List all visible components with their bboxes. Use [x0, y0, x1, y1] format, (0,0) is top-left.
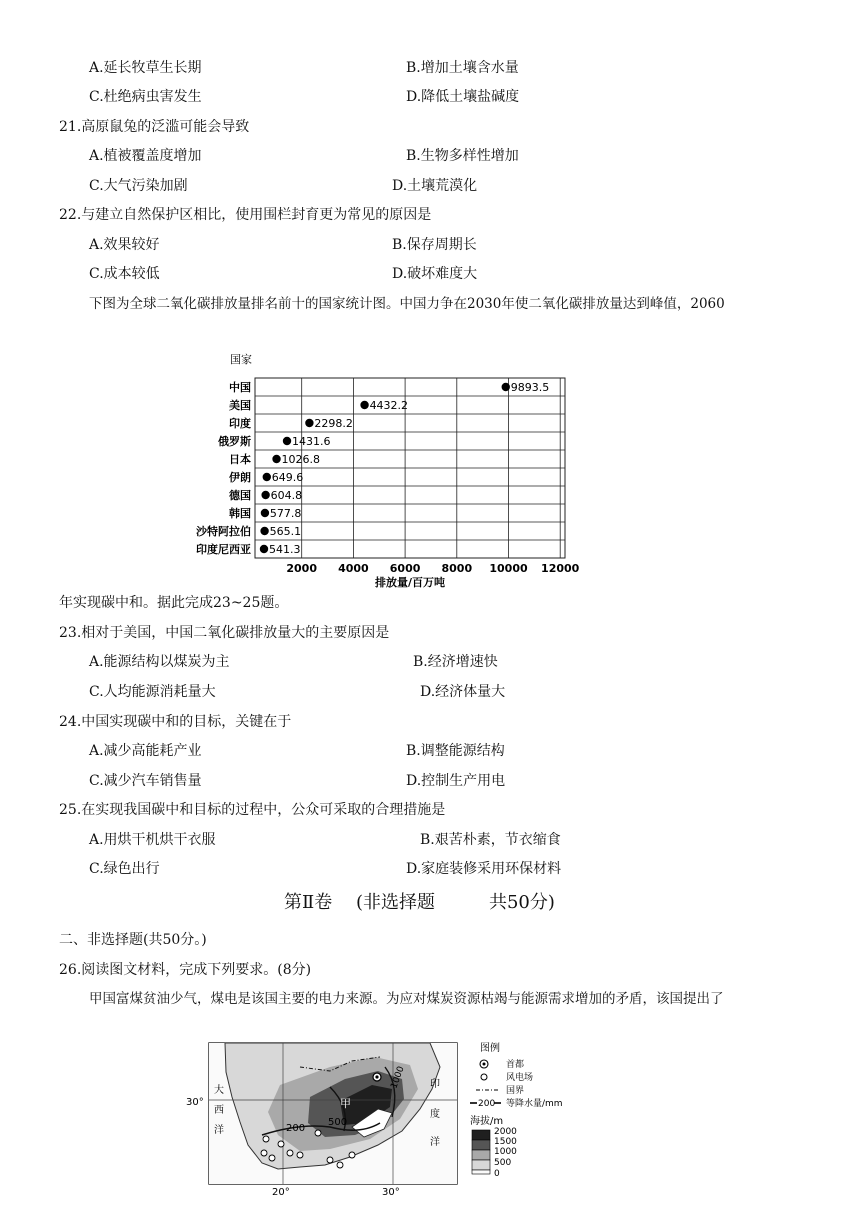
elevation-swatch — [472, 1170, 490, 1174]
chart-xtick-label: 8000 — [441, 562, 473, 575]
elevation-value: 0 — [494, 1169, 500, 1179]
wind-farm-icon — [269, 1155, 275, 1161]
section-2-title: 第Ⅱ卷 (非选择题 共50分) — [284, 892, 555, 913]
chart-data-label: 565.1 — [269, 525, 302, 538]
chart-data-label: 2298.2 — [314, 417, 353, 430]
q23-option-b: B.经济增速快 — [413, 654, 498, 670]
map-lon-label-30: 30° — [382, 1187, 400, 1198]
q24-option-d: D.控制生产用电 — [406, 773, 506, 789]
q26-stem: 26.阅读图文材料，完成下列要求。(8分) — [59, 962, 312, 978]
map-lat-label: 30° — [186, 1097, 204, 1108]
chart-data-label: 577.8 — [269, 507, 302, 520]
emissions-chart — [0, 340, 860, 600]
q20-option-b: B.增加土壤含水量 — [406, 60, 519, 76]
legend-wind-farm: 风电场 — [506, 1073, 534, 1083]
q22-stem: 22.与建立自然保护区相比，使用围栏封育更为常见的原因是 — [59, 207, 432, 223]
chart-data-label: 1026.8 — [281, 453, 321, 466]
chart-ylabel: 国家 — [230, 353, 252, 366]
wind-farm-icon — [297, 1152, 303, 1158]
q22-option-a: A.效果较好 — [89, 237, 160, 253]
q23-option-a: A.能源结构以煤炭为主 — [89, 654, 230, 670]
chart-data-point — [360, 401, 368, 409]
chart-data-label: 604.8 — [270, 489, 303, 502]
chart-category-label: 韩国 — [229, 507, 251, 520]
capital-icon-dot — [483, 1063, 486, 1066]
q23-stem: 23.相对于美国，中国二氧化碳排放量大的主要原因是 — [59, 625, 390, 641]
chart-category-label: 伊朗 — [229, 471, 251, 484]
chart-xtick-label: 12000 — [541, 562, 580, 575]
chart-data-label: 9893.5 — [510, 381, 550, 394]
chart-data-label: 1431.6 — [292, 435, 331, 448]
chart-category-label: 德国 — [229, 489, 251, 502]
chart-category-label: 中国 — [229, 381, 251, 394]
q23-option-d: D.经济体量大 — [420, 684, 506, 700]
elevation-value: 1500 — [494, 1137, 517, 1147]
q21-option-a: A.植被覆盖度增加 — [89, 148, 202, 164]
chart-data-point — [272, 455, 280, 463]
ocean-left-3: 洋 — [214, 1125, 224, 1136]
capital-icon-dot — [375, 1075, 378, 1078]
ocean-left-2: 西 — [214, 1105, 224, 1116]
chart-category-label: 印度尼西亚 — [196, 543, 251, 556]
q24-option-b: B.调整能源结构 — [406, 743, 505, 759]
q22-option-d: D.破坏难度大 — [392, 266, 478, 282]
legend-isohyet-sample: 200 — [478, 1099, 496, 1109]
q25-option-b: B.艰苦朴素，节衣缩食 — [420, 832, 561, 848]
chart-data-point — [283, 437, 291, 445]
section-2-heading: 二、非选择题(共50分。) — [59, 932, 207, 948]
contour-label-200: 200 — [286, 1123, 306, 1134]
q24-stem: 24.中国实现碳中和的目标，关键在于 — [59, 714, 292, 730]
q20-option-a: A.延长牧草生长期 — [89, 60, 202, 76]
q20-option-d: D.降低土壤盐碱度 — [406, 89, 520, 105]
chart-xtick-label: 10000 — [489, 562, 528, 575]
chart-category-label: 美国 — [229, 399, 251, 412]
elevation-value: 2000 — [494, 1127, 517, 1137]
wind-farm-icon — [278, 1141, 284, 1147]
elevation-swatch — [472, 1150, 490, 1160]
country-map — [0, 1027, 860, 1217]
q21-option-b: B.生物多样性增加 — [406, 148, 519, 164]
q20-option-c: C.杜绝病虫害发生 — [89, 89, 202, 105]
chart-data-point — [261, 491, 269, 499]
elevation-swatch — [472, 1140, 490, 1150]
chart-data-point — [260, 545, 268, 553]
elevation-value: 1000 — [494, 1147, 517, 1157]
q25-option-c: C.绿色出行 — [89, 861, 160, 877]
legend-title: 图例 — [480, 1043, 500, 1054]
wind-farm-icon — [337, 1162, 343, 1168]
country-label: 甲 — [340, 1097, 351, 1110]
elevation-swatch — [472, 1130, 490, 1140]
ocean-right-3: 洋 — [430, 1137, 440, 1148]
q22-option-c: C.成本较低 — [89, 266, 160, 282]
q23-option-c: C.人均能源消耗量大 — [89, 684, 216, 700]
chart-data-point — [305, 419, 313, 427]
contour-label-500: 500 — [328, 1117, 348, 1128]
chart-data-point — [502, 383, 510, 391]
legend-isohyet: 等降水量/mm — [506, 1099, 563, 1109]
chart-category-label: 俄罗斯 — [218, 435, 251, 448]
chart-xlabel: 排放量/百万吨 — [374, 576, 446, 589]
q21-option-c: C.大气污染加剧 — [89, 178, 188, 194]
intro-line-1: 下图为全球二氧化碳排放量排名前十的国家统计图。中国力争在2030年使二氧化碳排放量达到峰值，2060 — [89, 296, 725, 312]
wind-farm-icon — [263, 1136, 269, 1142]
chart-data-label: 541.3 — [268, 543, 301, 556]
chart-category-label: 印度 — [229, 417, 251, 430]
intro-line-2: 年实现碳中和。据此完成23~25题。 — [59, 595, 289, 611]
chart-xtick-label: 6000 — [389, 562, 421, 575]
chart-xtick-label: 2000 — [286, 562, 318, 575]
wind-farm-icon — [261, 1150, 267, 1156]
elevation-title: 海拔/m — [470, 1116, 504, 1127]
wind-farm-icon — [327, 1157, 333, 1163]
chart-data-point — [261, 509, 269, 517]
ocean-left-1: 大 — [214, 1085, 224, 1096]
wind-farm-icon — [481, 1074, 487, 1080]
elevation-value: 500 — [494, 1158, 512, 1168]
ocean-right-1: 印 — [430, 1079, 440, 1090]
q24-option-a: A.减少高能耗产业 — [89, 743, 202, 759]
legend-capital: 首都 — [506, 1060, 525, 1070]
wind-farm-icon — [315, 1130, 321, 1136]
q24-option-c: C.减少汽车销售量 — [89, 773, 202, 789]
wind-farm-icon — [349, 1152, 355, 1158]
q21-option-d: D.土壤荒漠化 — [392, 178, 478, 194]
chart-category-label: 日本 — [229, 453, 251, 466]
q22-option-b: B.保存周期长 — [392, 237, 477, 253]
q21-stem: 21.高原鼠兔的泛滥可能会导致 — [59, 119, 250, 135]
wind-farm-icon — [287, 1150, 293, 1156]
legend-border: 国界 — [506, 1086, 525, 1096]
chart-data-point — [260, 527, 268, 535]
chart-data-point — [263, 473, 271, 481]
q25-option-a: A.用烘干机烘干衣服 — [89, 832, 216, 848]
q25-option-d: D.家庭装修采用环保材料 — [406, 861, 562, 877]
q26-text: 甲国富煤贫油少气，煤电是该国主要的电力来源。为应对煤炭资源枯竭与能源需求增加的矛盾，该国提出了 — [89, 991, 724, 1007]
chart-data-label: 4432.2 — [369, 399, 409, 412]
q25-stem: 25.在实现我国碳中和目标的过程中，公众可采取的合理措施是 — [59, 802, 446, 818]
chart-data-label: 649.6 — [271, 471, 304, 484]
elevation-swatch — [472, 1160, 490, 1170]
chart-xtick-label: 4000 — [338, 562, 369, 575]
chart-category-label: 沙特阿拉伯 — [196, 525, 251, 538]
contour-label-1000: 1000 — [389, 1065, 407, 1091]
ocean-right-2: 度 — [430, 1109, 440, 1120]
map-lon-label-20: 20° — [272, 1187, 290, 1198]
